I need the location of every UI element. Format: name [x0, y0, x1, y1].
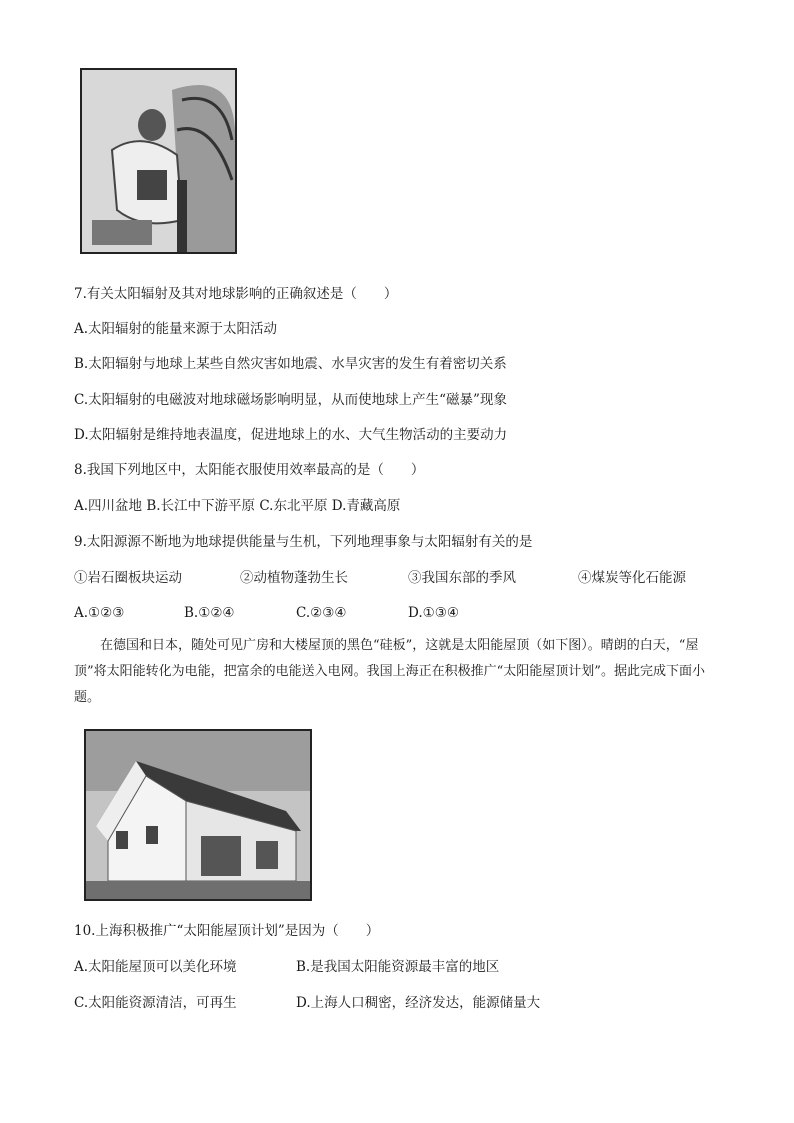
- q7-stem: 7.有关太阳辐射及其对地球影响的正确叙述是（ ）: [74, 286, 398, 302]
- solar-roof-photo: [84, 729, 312, 901]
- passage: 在德国和日本，随处可见广房和大楼屋顶的黑色“硅板”，这就是太阳能屋顶（如下图）。晴朗的白天，“屋顶”将太阳能转化为电能，把富余的电能送入电网。我国上海正在积极推广“太阳能屋顶计划”。据此完成下面小题。: [74, 638, 705, 705]
- q10-option-b: B.是我国太阳能资源最丰富的地区: [296, 959, 500, 975]
- solar-clothing-photo: [80, 68, 237, 254]
- q9-option-d: D.①③④: [408, 605, 459, 621]
- q10-option-c: C.太阳能资源清洁，可再生: [74, 995, 237, 1011]
- q9-option-c: C.②③④: [296, 605, 347, 621]
- q9-option-b: B.①②④: [184, 605, 235, 621]
- solar-roof-illustration: [86, 731, 310, 899]
- q10-option-d: D.上海人口稠密，经济发达，能源储量大: [296, 995, 541, 1011]
- q8-stem: 8.我国下列地区中，太阳能衣服使用效率最高的是（ ）: [74, 462, 425, 478]
- q10-option-a: A.太阳能屋顶可以美化环境: [74, 959, 237, 975]
- q7-option-d: D.太阳辐射是维持地表温度，促进地球上的水、大气生物活动的主要动力: [74, 427, 508, 443]
- q7-option-c: C.太阳辐射的电磁波对地球磁场影响明显，从而使地球上产生“磁暴”现象: [74, 392, 507, 408]
- q9-stem: 9.太阳源源不断地为地球提供能量与生机，下列地理事象与太阳辐射有关的是: [74, 534, 533, 550]
- q10-stem: 10.上海积极推广“太阳能屋顶计划”是因为（ ）: [74, 923, 380, 939]
- q9-item-4: ④煤炭等化石能源: [578, 570, 686, 586]
- q7-option-b: B.太阳辐射与地球上某些自然灾害如地震、水旱灾害的发生有着密切关系: [74, 356, 507, 372]
- q8-options: A.四川盆地 B.长江中下游平原 C.东北平原 D.青藏高原: [74, 498, 401, 514]
- q7-option-a: A.太阳辐射的能量来源于太阳活动: [74, 321, 278, 337]
- q9-item-1: ①岩石圈板块运动: [74, 570, 182, 586]
- q9-item-3: ③我国东部的季风: [408, 570, 516, 586]
- q9-option-a: A.①②③: [74, 605, 125, 621]
- q9-item-2: ②动植物蓬勃生长: [240, 570, 348, 586]
- solar-clothing-illustration: [82, 70, 235, 252]
